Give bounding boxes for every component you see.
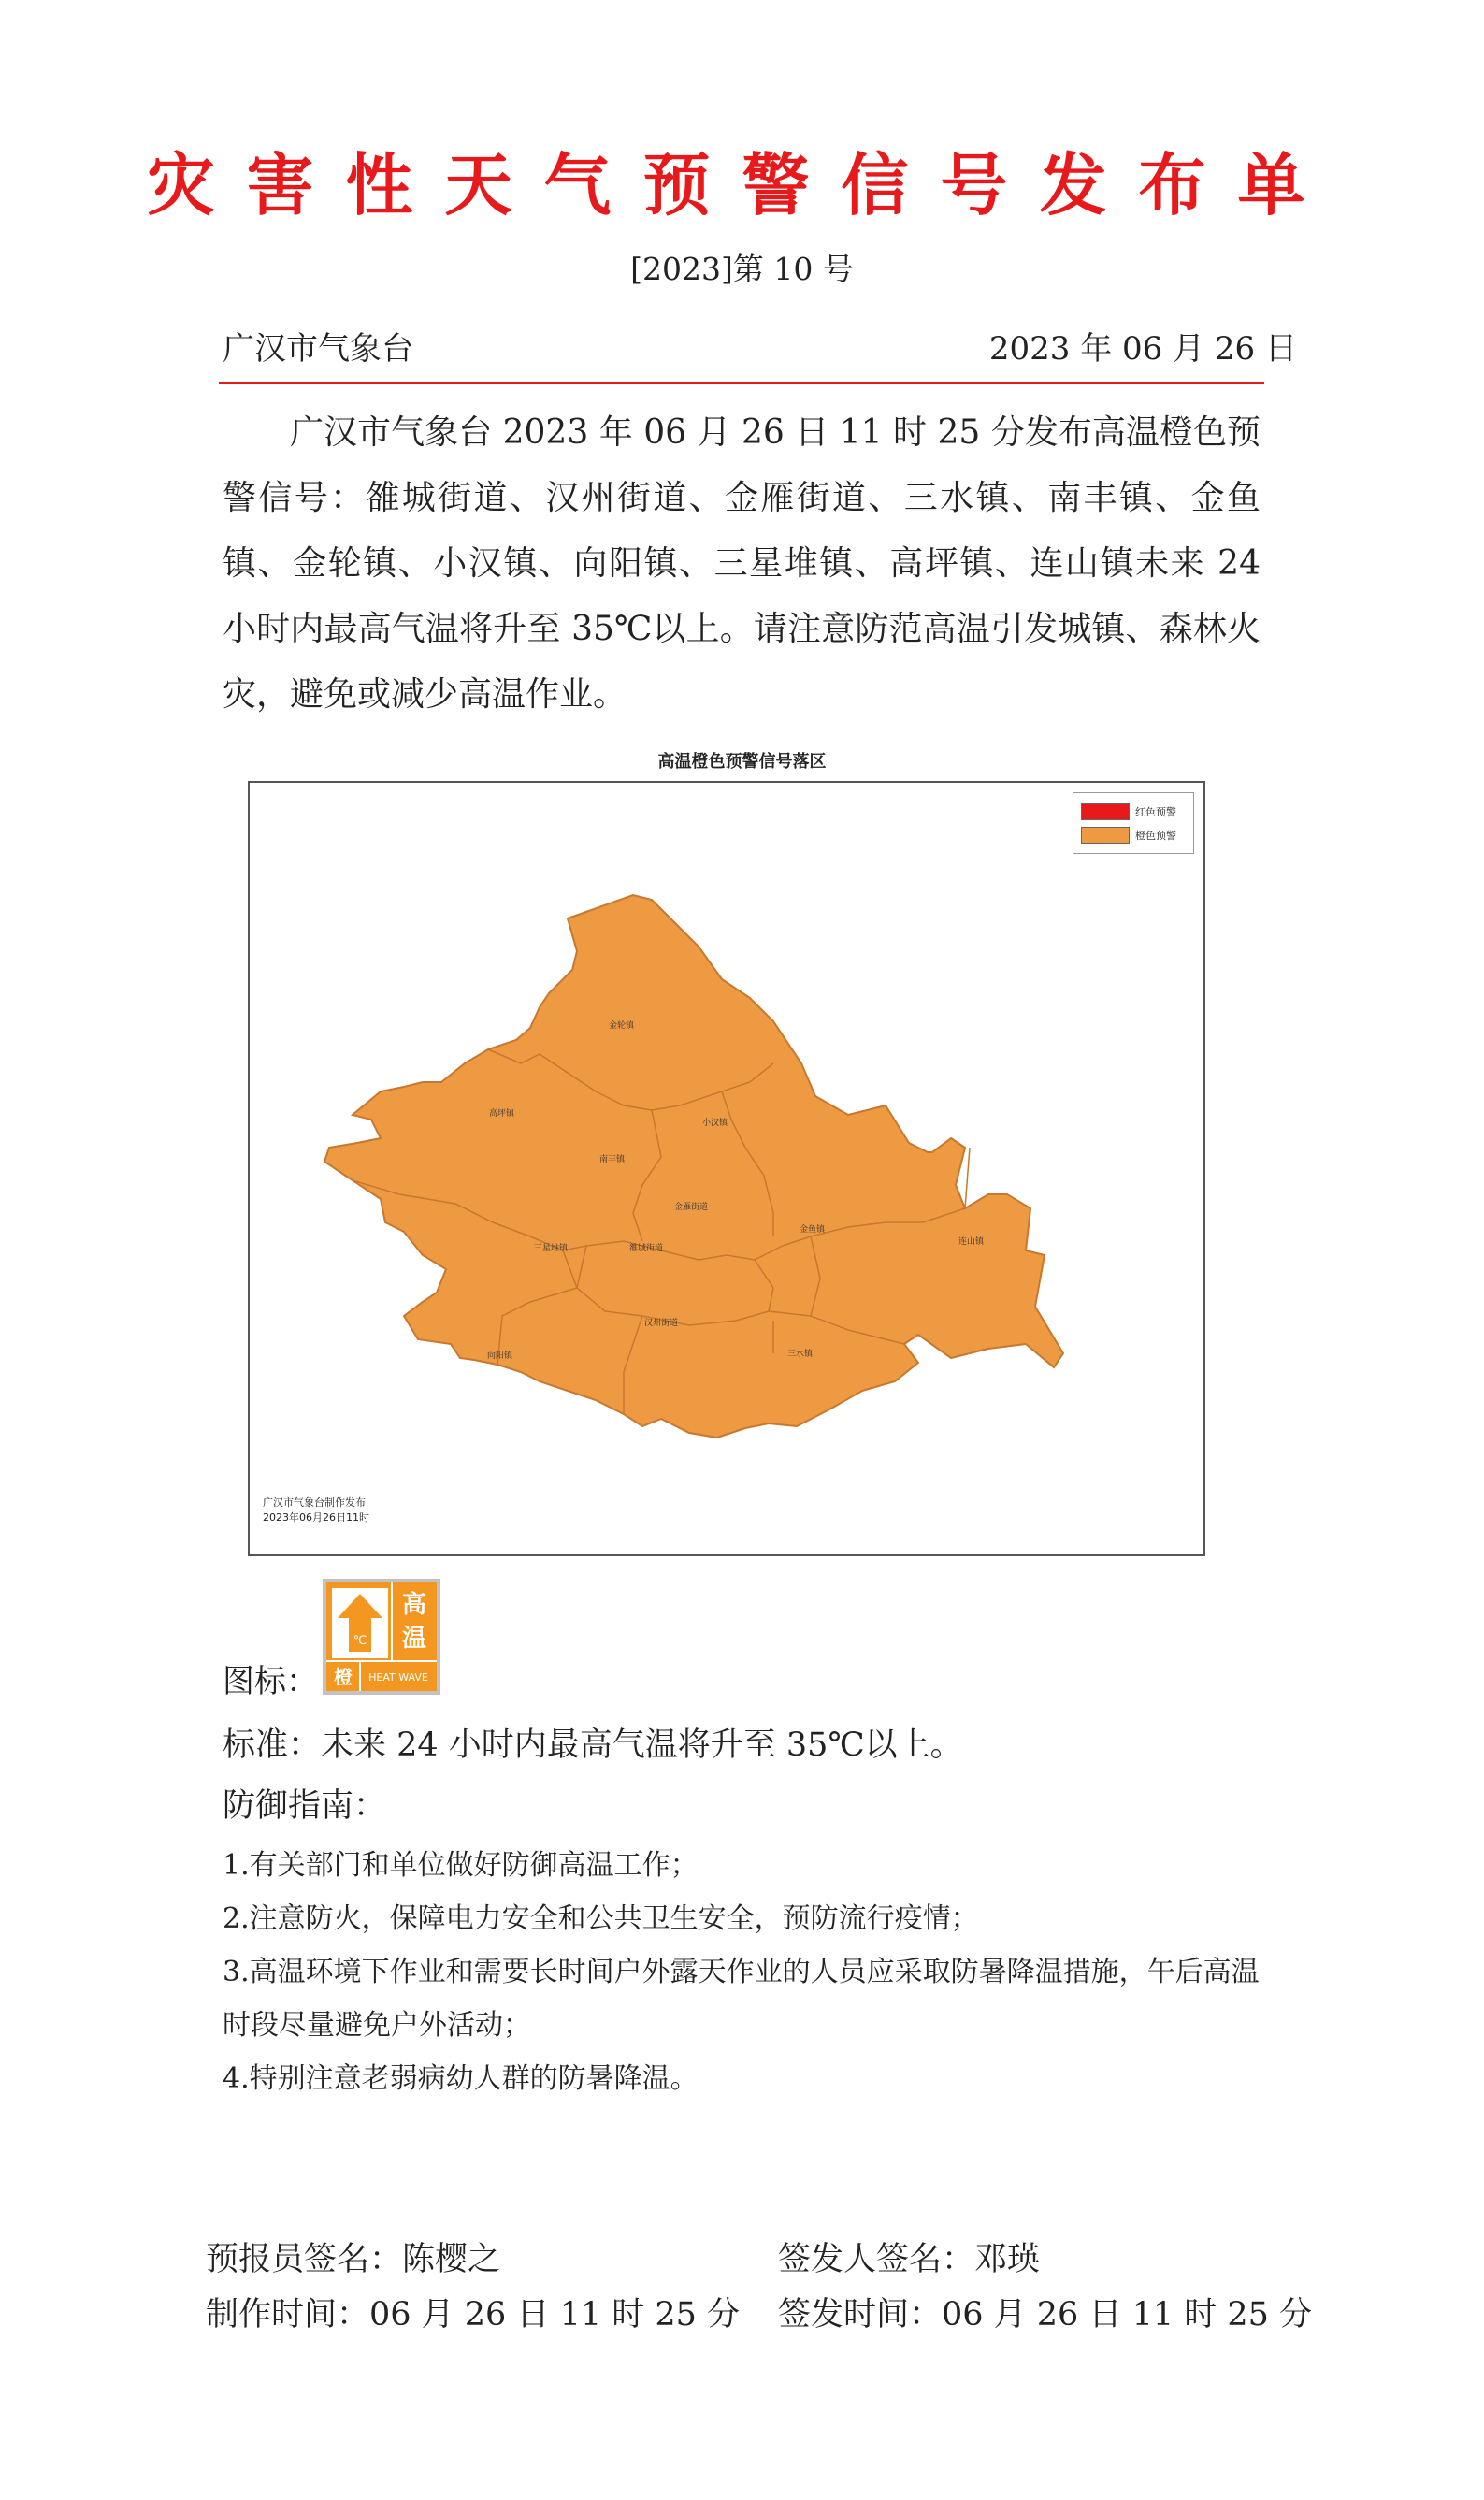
warning-body (223, 400, 1261, 728)
warning-paragraph: 广汉市气象台 2023 年 06 月 26 日 11 时 25 分发布高温橙色预警信号：雒城街道、汉州街道、金雁街道、三水镇、南丰镇、金鱼镇、金轮镇、小汉镇、向阳镇、三星堆镇、高坪镇、连山镇未来 24 小时内最高气温将升至 35℃以上。请注意防范高温引发城镇、森林火灾，避免或减少高温作业。 (223, 413, 1261, 714)
town-label: 金轮镇 (609, 1021, 635, 1031)
legend-item-orange (1081, 826, 1176, 845)
credit-line: 广汉市气象台制作发布 (263, 1496, 366, 1509)
town-label: 高坪镇 (489, 1109, 515, 1119)
issuer-name: 广汉市气象台 (223, 330, 413, 368)
town-label: 南丰镇 (599, 1155, 626, 1164)
map-legend (1073, 792, 1194, 854)
icon-char: 温 (401, 1625, 427, 1653)
icon-unit: ℃ (353, 1634, 367, 1648)
guide-item: 1.有关部门和单位做好防御高温工作； (223, 1849, 699, 1882)
town-label: 汉州街道 (644, 1319, 679, 1328)
guide-item: 4.特别注意老弱病幼人群的防暑降温。 (223, 2062, 699, 2095)
document-number: [2023]第 10 号 (630, 251, 854, 287)
warning-map (248, 781, 1205, 1556)
credit-time: 2023年06月26日11时 (263, 1511, 369, 1524)
map-title: 高温橙色预警信号落区 (657, 752, 827, 772)
issue-time: 签发时间：06 月 26 日 11 时 25 分 (778, 2296, 1313, 2334)
county-region (324, 895, 1063, 1438)
town-label: 金雁街道 (674, 1203, 709, 1212)
town-label: 雒城街道 (629, 1244, 664, 1253)
county-outline (324, 895, 1063, 1438)
icon-char: 高 (401, 1591, 427, 1619)
map-svg (250, 783, 1203, 1554)
town-label: 向阳镇 (487, 1351, 513, 1361)
guide-item: 2.注意防火，保障电力安全和公共卫生安全，预防流行疫情； (223, 1902, 979, 1935)
town-label: 三水镇 (787, 1350, 814, 1359)
legend-item-red (1081, 802, 1176, 821)
icon-label: 图标： (223, 1663, 318, 1700)
issue-date: 2023 年 06 月 26 日 (988, 330, 1297, 368)
town-label: 三星堆镇 (534, 1244, 569, 1253)
icon-level: 橙 (334, 1666, 353, 1688)
legend-swatch (1081, 803, 1130, 820)
forecaster-signature: 预报员签名：陈樱之 (206, 2241, 501, 2278)
header-divider (219, 382, 1264, 384)
guide-item: 3.高温环境下作业和需要长时间户外露天作业的人员应采取防暑降温措施，午后高温时段尽量避免户外活动； (223, 1956, 1260, 2042)
made-time: 制作时间：06 月 26 日 11 时 25 分 (206, 2296, 741, 2334)
legend-swatch (1081, 827, 1130, 844)
map-credit (263, 1496, 369, 1525)
document-title: 灾害性天气预警信号发布单 (147, 145, 1337, 224)
guide-heading: 防御指南： (223, 1787, 387, 1825)
legend-label: 橙色预警 (1135, 830, 1176, 842)
town-label: 连山镇 (958, 1237, 985, 1247)
town-label: 小汉镇 (702, 1119, 728, 1128)
icon-english: HEAT WAVE (368, 1671, 428, 1684)
heat-wave-orange-icon (323, 1579, 440, 1695)
legend-label: 红色预警 (1135, 806, 1176, 818)
heat-wave-icon (326, 1582, 437, 1691)
issuer-signature: 签发人签名：邓瑛 (778, 2241, 1041, 2278)
guide-list (223, 1839, 1261, 2105)
warning-standard: 标准：未来 24 小时内最高气温将升至 35℃以上。 (223, 1727, 963, 1764)
town-label: 金鱼镇 (800, 1225, 826, 1235)
